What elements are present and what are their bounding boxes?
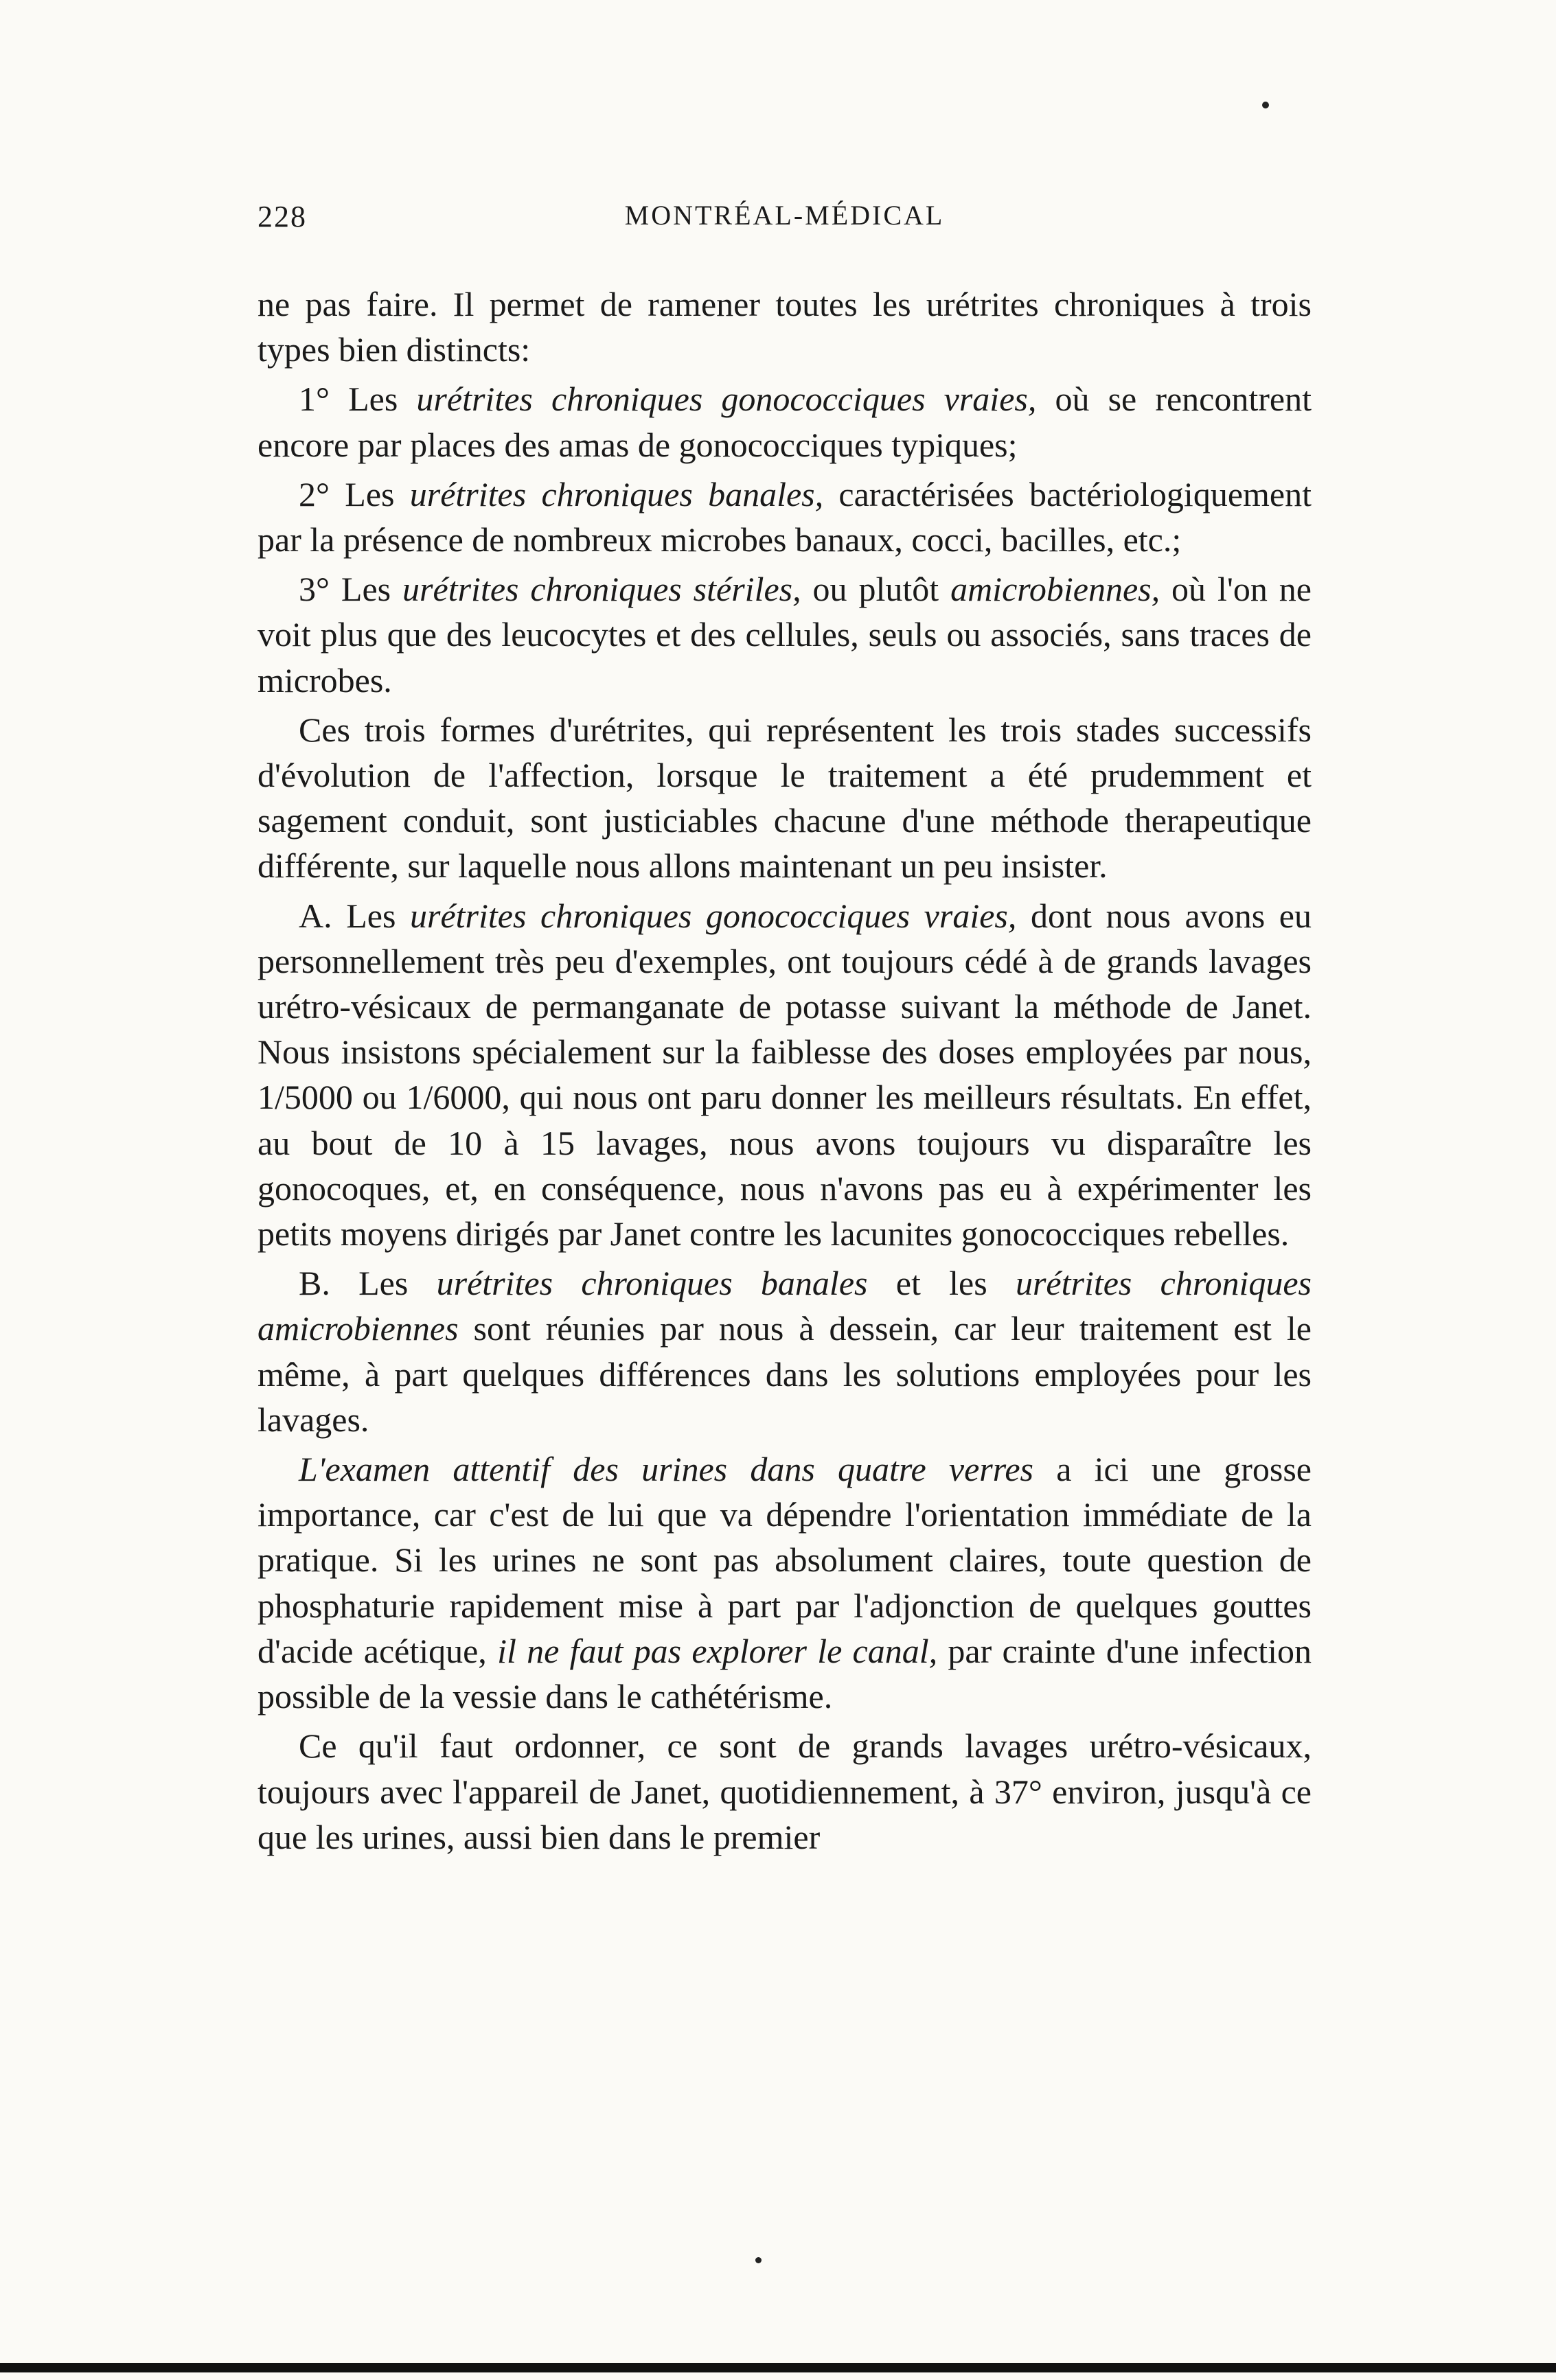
text-run: Ce qu'il faut ordonner, ce sont de grands lavages urétro-vésicaux, toujours avec l'appareil de Janet, quotidiennement, à 37° environ, jusqu'à ce que les urines, aussi bien dans le premier bbox=[258, 1726, 1312, 1856]
text-run: où l'on ne voit plus que des leucocytes et des cellules, seuls ou associés, sans traces de microbes. bbox=[258, 570, 1312, 700]
paragraph-p7 bbox=[258, 1446, 1312, 1719]
paragraph-p3 bbox=[258, 566, 1312, 703]
italic-run: urétrites chroniques gonococciques vraies, bbox=[416, 380, 1037, 419]
text-run: et les bbox=[867, 1264, 1016, 1303]
page-number: 228 bbox=[258, 200, 307, 233]
italic-run: amicrobiennes, bbox=[950, 570, 1160, 609]
italic-run: il ne faut pas explorer le canal, bbox=[497, 1631, 938, 1670]
paragraph-p8 bbox=[258, 1723, 1312, 1860]
running-title: MONTRÉAL-MÉDICAL bbox=[624, 200, 945, 231]
paragraph-p5 bbox=[258, 893, 1312, 1257]
italic-run: urétrites chroniques banales, bbox=[409, 474, 824, 513]
italic-run: urétrites chroniques gonococciques vraies, bbox=[410, 896, 1017, 935]
text-run: sont réunies par nous à dessein, car leur traitement est le même, à part quelques différences dans les solutions employées pour les lavages. bbox=[258, 1309, 1312, 1439]
text-run: a ici une grosse importance, car c'est de lui que va dépendre l'orientation immédiate de la pratique. Si les urines ne sont pas absolument claires, toute question de phosphaturie rapidement mise à part par l'adjonction de quelques gouttes d'acide acétique, bbox=[258, 1450, 1312, 1670]
italic-run: L'examen attentif des urines dans quatre verres bbox=[299, 1450, 1034, 1489]
text-run: 2° Les bbox=[299, 474, 410, 513]
italic-run: urétrites chroniques amicrobiennes bbox=[258, 1264, 1312, 1348]
text-run: A. Les bbox=[299, 896, 410, 935]
ink-speck bbox=[1262, 102, 1269, 108]
italic-run: urétrites chroniques banales bbox=[436, 1264, 868, 1303]
paragraph-p1 bbox=[258, 376, 1312, 467]
document-page bbox=[258, 199, 1312, 1864]
page-header bbox=[258, 199, 1312, 240]
text-run: dont nous avons eu personnellement très peu d'exemples, ont toujours cédé à de grands lavages urétro-vésicaux de permanganate de potasse suivant la méthode de Janet. Nous insistons spécialement sur la faiblesse des doses employées par nous, 1/5000 ou 1/6000, qui nous ont paru donner les meilleurs résultats. En effet, au bout de 10 à 15 lavages, nous avons toujours vu disparaître les gonocoques, et, en conséquence, nous n'avons pas eu à expérimenter les petits moyens dirigés par Janet contre les lacunites gonococciques rebelles. bbox=[258, 896, 1312, 1253]
text-run: 3° Les bbox=[299, 570, 403, 609]
paragraph-p2 bbox=[258, 472, 1312, 562]
body-text bbox=[258, 281, 1312, 1860]
text-run: 1° Les bbox=[299, 380, 417, 419]
paragraph-p4 bbox=[258, 707, 1312, 889]
bottom-border-scan-artifact bbox=[0, 2355, 1556, 2380]
text-run: ou plutôt bbox=[801, 570, 951, 609]
text-run: ne pas faire. Il permet de ramener toutes les urétrites chroniques à trois types bien distincts: bbox=[258, 285, 1312, 369]
italic-run: urétrites chroniques stériles, bbox=[402, 570, 801, 609]
text-run: Ces trois formes d'urétrites, qui représentent les trois stades successifs d'évolution de l'affection, lorsque le traitement a été prudemment et sagement conduit, sont justiciables chacune d'une méthode therapeutique différente, sur laquelle nous allons maintenant un peu insister. bbox=[258, 710, 1312, 886]
text-run: par crainte d'une infection possible de la vessie dans le cathétérisme. bbox=[258, 1631, 1312, 1716]
text-run: caractérisées bactériologiquement par la présence de nombreux microbes banaux, cocci, bacilles, etc.; bbox=[258, 474, 1312, 559]
paragraph-p0 bbox=[258, 281, 1312, 372]
ink-speck bbox=[755, 2257, 762, 2263]
text-run: où se rencontrent encore par places des amas de gonococciques typiques; bbox=[258, 380, 1312, 464]
text-run: B. Les bbox=[299, 1264, 437, 1303]
paragraph-p6 bbox=[258, 1260, 1312, 1442]
